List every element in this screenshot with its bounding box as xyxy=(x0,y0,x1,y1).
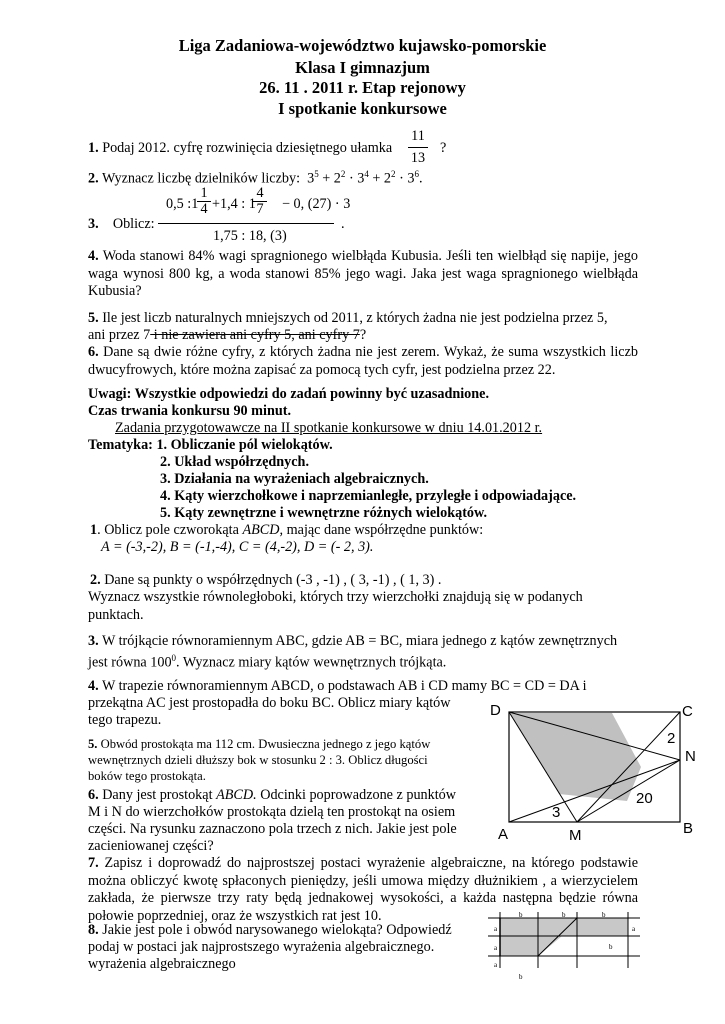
grid-label-a-4: a xyxy=(494,961,498,969)
prep-3-line2: jest równa $100^0$. Wyznacz miary kątów wewnętrznych trójkąta. xyxy=(88,653,447,671)
tematyka-label: Tematyka: 1. Obliczanie pól wielokątów. xyxy=(88,437,333,453)
prep-6-line2: M i N do wierzchołków prostokąta dzielą ten prostokąt na osiem xyxy=(88,804,456,820)
prep-4-line3: tego trapezu. xyxy=(88,712,162,728)
value-2: 2 xyxy=(667,730,676,747)
prep-6-line4: zacieniowanej części? xyxy=(88,838,214,854)
task-1-fraction: 11 xyxy=(411,128,425,144)
note-czas: Czas trwania konkursu 90 minut. xyxy=(88,403,291,419)
task-3-main-bar xyxy=(158,223,334,224)
label-N: N xyxy=(685,748,696,765)
grid-label-a-1: a xyxy=(494,925,498,933)
prep-4-line2: przekątna AC jest prostopadła do boku BC. Oblicz miary kątów xyxy=(88,695,451,711)
header-date: 26. 11 . 2011 r. Etap rejonowy xyxy=(259,78,466,97)
label-M: M xyxy=(569,827,582,844)
task-3-denominator: 1,75 : 18, (3) xyxy=(213,228,287,244)
prep-8: 8. Jakie jest pole i obwód narysowanego wielokąta? Odpowiedź xyxy=(88,922,452,938)
grid-label-a-2: a xyxy=(632,925,636,933)
prep-6-line3: części. Na rysunku zaznaczono pola trzech z nich. Jakie jest pole xyxy=(88,821,457,837)
prep-7: 7. Zapisz i doprowadź do najprostszej postaci wyrażenie algebraiczne, na którego podstawie można obliczyć kwotę spłaconych pieniędzy, jeśli umowa między dłużnikiem , a wierzycielem zakłada, że pierwsze trzy raty będą jednakowej wysokości, a każda następna będzie równa połowie poprzedniej, oraz że wszystkich rat jest 10. xyxy=(88,855,639,924)
task-2: 2. Wyznacz liczbę dzielników liczby: $3^5 + 2^2 \cdot 3^4 + 2^2 \cdot 3^6$. xyxy=(88,169,423,187)
prep-2-body: Wyznacz wszystkie równoległoboki, których trzy wierzchołki znajdują się w podanych punktach. xyxy=(88,589,583,623)
figure-grid-polygon xyxy=(488,908,644,978)
shaded-region xyxy=(510,713,641,801)
grid-label-b-3: b xyxy=(602,911,606,919)
tematyka-item-4: 4. Kąty wierzchołkowe i naprzemianległe, przyległe i odpowiadające. xyxy=(160,488,577,504)
prep-4: 4. W trapezie równoramiennym ABCD, o podstawach AB i CD mamy BC = CD = DA i xyxy=(88,678,587,694)
task-4: 4. Woda stanowi 84% wagi spragnionego wielbłąda Kubusia. Jeśli ten wielbłąd się napije, jego waga wynosi 800 kg, a woda stanowi 85% jego wagi. Jaka jest waga spragnionego wielbłąda Kubusia? xyxy=(88,248,638,299)
note-next-meeting: Zadania przygotowawcze na II spotkanie konkursowe w dniu 14.01.2012 r. xyxy=(115,420,543,436)
tematyka-item-5: 5. Kąty zewnętrzne i wewnętrzne różnych wielokątów. xyxy=(160,505,488,521)
prep-6: 6. Dany jest prostokąt ABCD. Odcinki poprowadzone z punktów xyxy=(88,787,457,803)
task-1-tail: ? xyxy=(440,140,447,156)
grid-label-b-5: b xyxy=(519,973,523,981)
label-A: A xyxy=(498,826,509,843)
value-20: 20 xyxy=(636,790,653,807)
tematyka-item-3: 3. Działania na wyrażeniach algebraicznych. xyxy=(160,471,429,487)
prep-1: 1. Oblicz pole czworokąta ABCD, mając dane współrzędne punktów: xyxy=(90,522,484,538)
prep-3: 3. W trójkącie równoramiennym ABC, gdzie AB = BC, miara jednego z kątów zewnętrznych xyxy=(88,633,618,649)
task-3-label: 3. Oblicz: xyxy=(88,216,155,232)
grid-label-b-1: b xyxy=(519,911,523,919)
task-3-numerator-b: +1,4 : 1 xyxy=(212,196,256,212)
task-1-fraction-den: 13 xyxy=(410,150,426,166)
header-class: Klasa I gimnazjum xyxy=(295,58,430,77)
prep-8-line2: podaj w postaci jak najprostszego wyrażenia algebraicznego. xyxy=(88,939,435,955)
task-1-fraction-bar xyxy=(408,147,428,148)
prep-5-line2: wewnętrznych dzieli dłuższy bok w stosunku 2 : 3. Oblicz długości xyxy=(88,753,428,767)
grid-label-b-4: b xyxy=(609,943,613,951)
grid-label-b-2: b xyxy=(562,911,566,919)
task-5-line2: ani przez 7 i nie zawiera ani cyfry 5, ani cyfry 7? xyxy=(88,327,367,343)
task-5: 5. Ile jest liczb naturalnych mniejszych od 2011, z których żadna nie jest podzielna przez 5, xyxy=(88,310,608,326)
figure-rectangle xyxy=(486,702,706,844)
grid-label-a-3: a xyxy=(494,944,498,952)
task-3-f2: $\frac{4}{7}$ xyxy=(253,186,267,217)
label-D: D xyxy=(490,702,501,719)
task-1: 1. Podaj 2012. cyfrę rozwinięcia dziesiętnego ułamka xyxy=(88,140,393,156)
label-C: C xyxy=(682,703,693,720)
task-3-f1: $\frac{1}{4}$ xyxy=(197,186,211,217)
task-3-tail: . xyxy=(341,216,345,232)
header-title: Liga Zadaniowa-województwo kujawsko-pomorskie xyxy=(178,36,547,55)
header-meeting: I spotkanie konkursowe xyxy=(278,99,447,118)
prep-1-coords: A = (-3,-2), B = (-1,-4), C = (4,-2), D = (- 2, 3). xyxy=(101,539,374,555)
note-uwagi: Uwagi: Wszystkie odpowiedzi do zadań powinny być uzasadnione. xyxy=(88,386,489,402)
label-B: B xyxy=(683,820,694,837)
task-3-numerator-c: − 0, (27) · 3 xyxy=(282,196,351,212)
task-6: 6. Dane są dwie różne cyfry, z których żadna nie jest zerem. Wykaż, że suma wszystkich liczb dwucyfrowych, które można zapisać za pomocą tych cyfr, jest podzielna przez 22. xyxy=(88,344,638,378)
prep-5-line3: boków tego prostokąta. xyxy=(88,769,206,783)
value-3: 3 xyxy=(552,804,561,821)
prep-8-line3: wyrażenia algebraicznego xyxy=(88,956,236,972)
prep-5: 5. Obwód prostokąta ma 112 cm. Dwusieczna jednego z jego kątów xyxy=(88,737,431,751)
prep-2: 2. Dane są punkty o współrzędnych (-3 , -1) , ( 3, -1) , ( 1, 3) . xyxy=(90,572,442,588)
tematyka-item-2: 2. Układ współrzędnych. xyxy=(160,454,309,470)
task-3-numerator: 0,5 :1 xyxy=(166,196,199,212)
